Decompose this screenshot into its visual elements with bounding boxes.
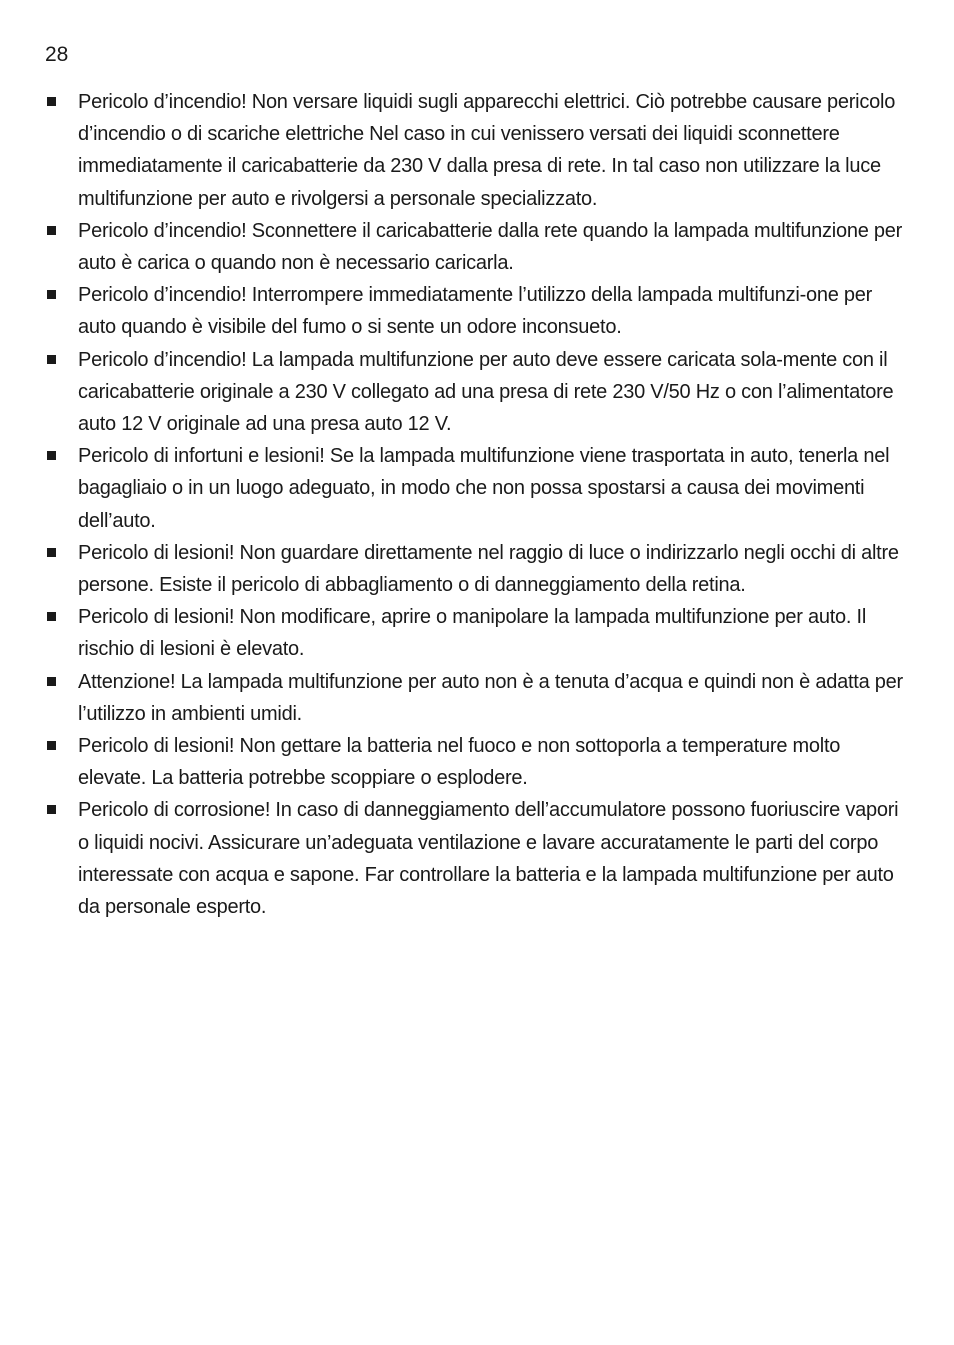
warning-item <box>45 215 913 279</box>
warning-item <box>45 601 913 665</box>
warning-text: Pericolo d’incendio! Non versare liquidi sugli apparecchi elettrici. Ciò potrebbe causare pericolo d’incendio o di scariche elettriche Nel caso in cui venissero versati dei liquidi sconnettere immediatamente il caricabatterie da 230 V dalla presa di rete. In tal caso non utilizzare la luce multifunzione per auto e rivolgersi a personale specializzato. <box>78 91 896 210</box>
square-bullet-icon <box>47 741 56 750</box>
warning-text: Pericolo di lesioni! Non gettare la batteria nel fuoco e non sottoporla a temperature molto elevate. La batteria potrebbe scoppiare o esplodere. <box>78 735 841 790</box>
square-bullet-icon <box>47 355 56 364</box>
warning-text: Pericolo di lesioni! Non modificare, aprire o manipolare la lampada multifunzione per auto. Il rischio di lesioni è elevato. <box>78 606 867 661</box>
square-bullet-icon <box>47 805 56 814</box>
square-bullet-icon <box>47 548 56 557</box>
square-bullet-icon <box>47 612 56 621</box>
square-bullet-icon <box>47 290 56 299</box>
warning-item <box>45 344 913 441</box>
page-number: 28 <box>45 43 69 66</box>
warning-text: Pericolo d’incendio! La lampada multifunzione per auto deve essere caricata sola-mente con il caricabatterie originale a 230 V collegato ad una presa di rete 230 V/50 Hz o con l’alimentatore auto 12 V originale ad una presa auto 12 V. <box>78 348 894 436</box>
warning-text: Pericolo di infortuni e lesioni! Se la lampada multifunzione viene trasportata in auto, tenerla nel bagagliaio o in un luogo adeguato, in modo che non possa spostarsi a causa dei movimenti dell’auto. <box>78 445 890 532</box>
warning-text: Attenzione! La lampada multifunzione per auto non è a tenuta d’acqua e quindi non è adatta per l’utilizzo in ambienti umidi. <box>78 670 903 725</box>
warning-text: Pericolo di corrosione! In caso di danneggiamento dell’accumulatore possono fuoriuscire vapori o liquidi nocivi. Assicurare un’adeguata ventilazione e lavare accuratamente le parti del corpo interessate con acqua e sapone. Far controllare la batteria e la lampada multifunzione per auto da personale esperto. <box>78 799 899 919</box>
warning-item <box>45 537 913 601</box>
square-bullet-icon <box>47 97 56 106</box>
square-bullet-icon <box>47 226 56 235</box>
warning-item <box>45 666 913 730</box>
square-bullet-icon <box>47 451 56 460</box>
warning-item <box>45 279 913 343</box>
warning-text: Pericolo di lesioni! Non guardare direttamente nel raggio di luce o indirizzarlo negli occhi di altre persone. Esiste il pericolo di abbagliamento o di danneggiamento della retina. <box>78 541 899 597</box>
warning-text: Pericolo d’incendio! Interrompere immediatamente l’utilizzo della lampada multifunzi-one per auto quando è visibile del fumo o si sente un odore inconsueto. <box>78 284 873 339</box>
safety-warning-list <box>45 86 913 923</box>
warning-item <box>45 730 913 794</box>
warning-text: Pericolo d’incendio! Sconnettere il caricabatterie dalla rete quando la lampada multifunzione per auto è carica o quando non è necessario caricarla. <box>78 219 903 275</box>
warning-item <box>45 86 913 215</box>
warning-item <box>45 794 913 923</box>
warning-item <box>45 440 913 537</box>
square-bullet-icon <box>47 677 56 686</box>
